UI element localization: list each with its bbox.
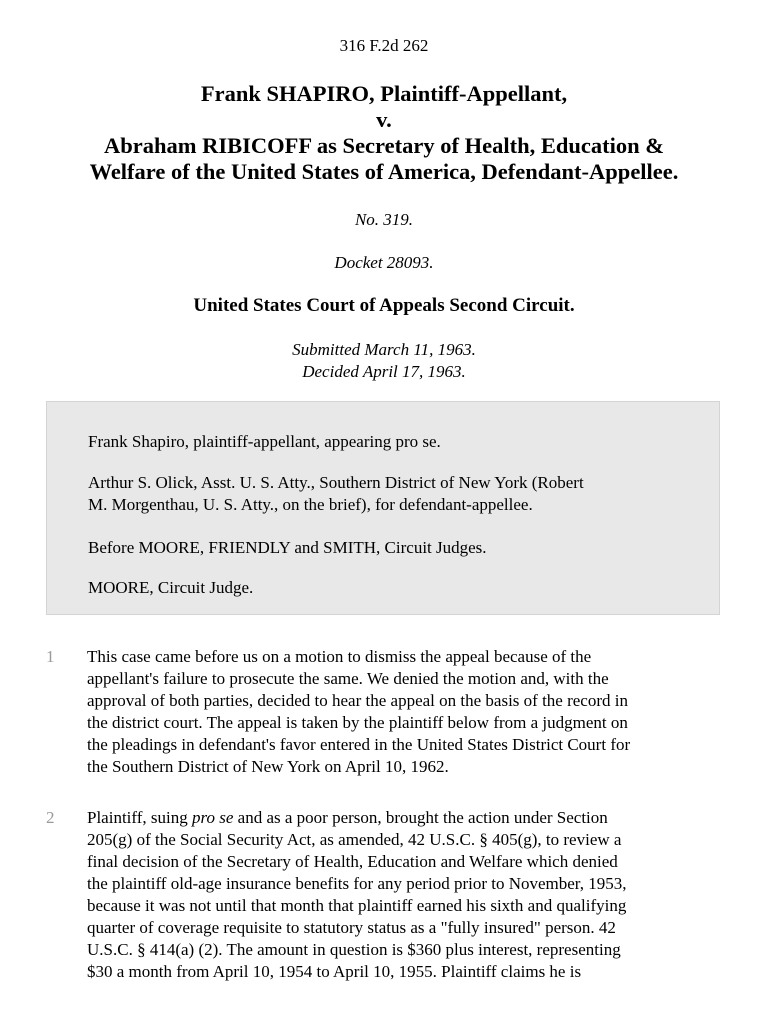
court-name: United States Court of Appeals Second Circuit. (193, 295, 575, 316)
submitted-date: Submitted March 11, 1963. (292, 340, 476, 359)
paragraph-line: the plaintiff old-age insurance benefits for any period prior to November, 1953, (87, 874, 627, 893)
paragraph-number: 1 (46, 647, 55, 666)
paragraph-line: $30 a month from April 10, 1954 to April 10, 1955. Plaintiff claims he is (87, 962, 582, 981)
decided-date: Decided April 17, 1963. (302, 362, 466, 381)
paragraph-line: the pleadings in defendant's favor entered in the United States District Court for (87, 735, 631, 754)
opinion-author: MOORE, Circuit Judge. (88, 578, 254, 597)
counsel-box (46, 401, 720, 615)
panel-judges: Before MOORE, FRIENDLY and SMITH, Circuit Judges. (88, 538, 487, 557)
paragraph-text (87, 807, 727, 983)
paragraph-line: final decision of the Secretary of Health, Education and Welfare which denied (87, 852, 618, 871)
paragraph-line: U.S.C. § 414(a) (2). The amount in question is $360 plus interest, representing (87, 940, 621, 959)
counsel-appellee-line2: M. Morgenthau, U. S. Atty., on the brief), for defendant-appellee. (88, 495, 533, 514)
paragraph-line: the Southern District of New York on April 10, 1962. (87, 757, 449, 776)
paragraph-line: the district court. The appeal is taken by the plaintiff below from a judgment on (87, 713, 628, 732)
paragraph-line: appellant's failure to prosecute the same. We denied the motion and, with the (87, 669, 609, 688)
paragraph-line: quarter of coverage requisite to statutory status as a "fully insured" person. 42 (87, 918, 616, 937)
caption-defendant-line2: Welfare of the United States of America, Defendant-Appellee. (89, 159, 679, 184)
case-caption (0, 81, 768, 185)
caption-versus: v. (376, 107, 392, 132)
paragraph-line: This case came before us on a motion to dismiss the appeal because of the (87, 647, 592, 666)
counsel-appellant: Frank Shapiro, plaintiff-appellant, appearing pro se. (88, 432, 441, 451)
paragraph-line (87, 807, 727, 829)
docket-number: Docket 28093. (334, 253, 434, 272)
paragraph-text (87, 646, 727, 778)
paragraph-line-start: Plaintiff, suing (87, 808, 192, 827)
paragraph-line: because it was not until that month that plaintiff earned his sixth and qualifying (87, 896, 627, 915)
paragraph-number: 2 (46, 808, 55, 827)
citation: 316 F.2d 262 (339, 36, 429, 55)
caption-defendant-line1: Abraham RIBICOFF as Secretary of Health, Education & (104, 133, 664, 158)
paragraph-line-end: and as a poor person, brought the action under Section (233, 808, 608, 827)
paragraph-line: 205(g) of the Social Security Act, as amended, 42 U.S.C. § 405(g), to review a (87, 830, 622, 849)
case-number: No. 319. (354, 210, 414, 229)
counsel-appellee-line1: Arthur S. Olick, Asst. U. S. Atty., Southern District of New York (Robert (88, 473, 584, 492)
paragraph-line: approval of both parties, decided to hear the appeal on the basis of the record in (87, 691, 628, 710)
caption-plaintiff: Frank SHAPIRO, Plaintiff-Appellant, (200, 81, 568, 106)
pro-se-italic: pro se (192, 808, 234, 827)
